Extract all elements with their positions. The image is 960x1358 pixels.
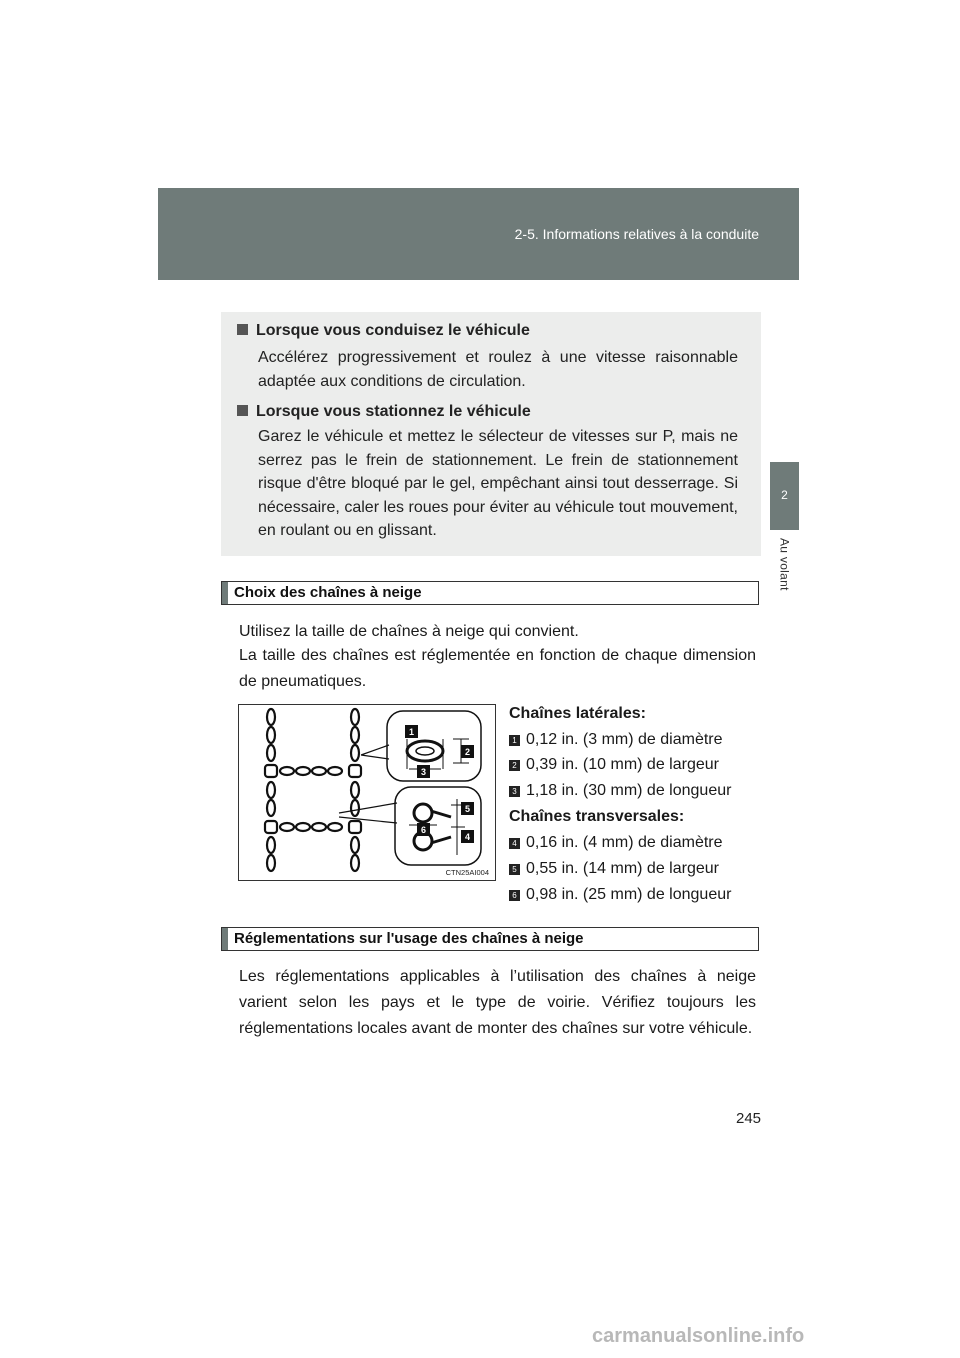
note-text-driving: Accélérez progressivement et roulez à une vitesse raisonnable adaptée aux conditions de circulation. — [258, 349, 738, 390]
side-chain-heading: Chaînes latérales: — [509, 705, 646, 722]
section-heading-chain-choice — [221, 581, 759, 605]
svg-text:3: 3 — [420, 767, 427, 777]
section-title: 2-5. Informations relatives à la conduite — [514, 226, 759, 242]
square-bullet-icon — [237, 405, 248, 416]
spec-item: 5 0,55 in. (14 mm) de largeur — [509, 860, 719, 878]
spec-item: 2 0,39 in. (10 mm) de largeur — [509, 756, 719, 774]
chain-choice-line1: Utilisez la taille de chaînes à neige qui convient. — [239, 623, 579, 640]
chain-choice-line2: La taille des chaînes est réglementée en fonction de chaque dimension de pneumatiques. — [239, 647, 756, 690]
spec-item: 3 1,18 in. (30 mm) de longueur — [509, 782, 731, 800]
note-text-parking: Garez le véhicule et mettez le sélecteur de vitesses sur P, mais ne serrez pas le frein de stationnement. Le frein de stationnement risque d'être bloqué par le gel, empêchant ainsi tout desserrage. Si nécessaire, caler les roues pour éviter au véhicule tout mouvement, en roulant ou en glissant. — [258, 428, 738, 539]
chapter-label: Au volant — [777, 538, 792, 591]
snow-chain-diagram — [239, 705, 495, 880]
svg-text:5: 5 — [464, 804, 471, 814]
section-heading-regulations — [221, 927, 759, 951]
note-heading-parking: Lorsque vous stationnez le véhicule — [237, 403, 531, 421]
section-heading-text: Choix des chaînes à neige — [234, 584, 422, 601]
svg-text:2: 2 — [464, 747, 471, 757]
watermark: carmanualsonline.info — [592, 1325, 805, 1347]
square-bullet-icon — [237, 324, 248, 335]
chain-illustration — [238, 704, 496, 881]
chapter-number: 2 — [781, 488, 788, 502]
chapter-label-area — [770, 538, 799, 608]
section-heading-text: Réglementations sur l'usage des chaînes à neige — [234, 930, 584, 947]
spec-item: 1 0,12 in. (3 mm) de diamètre — [509, 731, 723, 749]
spec-item: 6 0,98 in. (25 mm) de longueur — [509, 886, 731, 904]
section-header — [158, 188, 799, 280]
note-heading-driving: Lorsque vous conduisez le véhicule — [237, 322, 530, 340]
svg-text:1: 1 — [408, 727, 415, 737]
svg-text:4: 4 — [464, 832, 471, 842]
figure-code: CTN25AI004 — [445, 868, 489, 877]
cross-chain-heading: Chaînes transversales: — [509, 808, 685, 825]
spec-item: 4 0,16 in. (4 mm) de diamètre — [509, 834, 723, 852]
page-number: 245 — [736, 1110, 762, 1127]
svg-text:6: 6 — [420, 825, 427, 835]
notes-box — [221, 312, 761, 556]
regulations-text: Les réglementations applicables à l’utilisation des chaînes à neige varient selon les pays et le type de voirie. Vérifiez toujours les réglementations locales avant de monter des chaînes sur votre véhicule. — [239, 968, 756, 1037]
chapter-tab — [770, 462, 799, 530]
